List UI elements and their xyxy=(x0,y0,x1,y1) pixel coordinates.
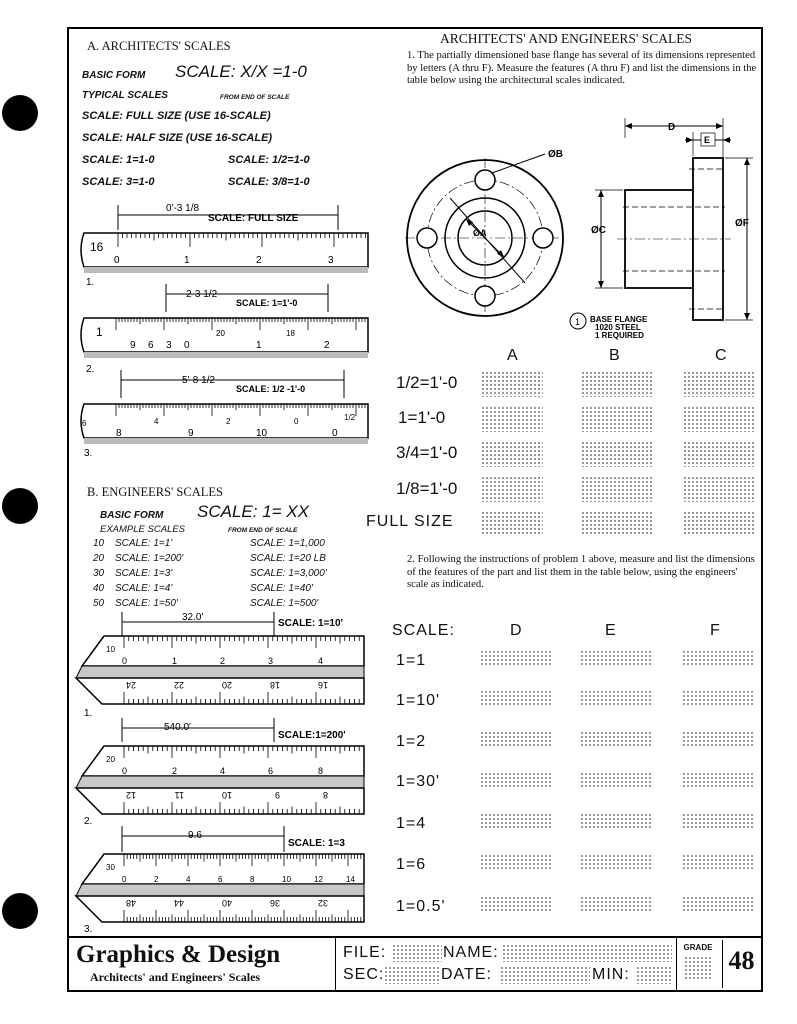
answer-field[interactable] xyxy=(480,854,552,870)
ruler-tick: 4 xyxy=(186,875,191,884)
scale-row-label: 1=10' xyxy=(396,692,441,709)
column-header-d: D xyxy=(510,622,522,639)
ruler-number: 2. xyxy=(86,364,95,372)
ruler-tick: 8 xyxy=(250,875,255,884)
ruler-scale-label: SCALE:1=200' xyxy=(278,730,346,741)
name-field[interactable] xyxy=(502,944,672,962)
ruler-tick: 6 xyxy=(148,340,154,351)
answer-field[interactable] xyxy=(683,371,755,397)
column-header-f: F xyxy=(710,622,720,639)
basic-form-label: BASIC FORM xyxy=(100,510,164,521)
ruler-tick: 2 xyxy=(256,255,262,266)
ruler-tick: 10 xyxy=(221,790,232,800)
ruler-scale-label: SCALE: 1=3 xyxy=(288,838,345,849)
column-header-c: C xyxy=(715,347,727,364)
ruler-tick: 2 xyxy=(172,766,178,776)
name-label: NAME: xyxy=(443,944,499,961)
ruler-end-label: 20 xyxy=(106,755,115,764)
answer-field[interactable] xyxy=(581,441,653,467)
example-scale: SCALE: 1=3' xyxy=(115,568,173,579)
answer-field[interactable] xyxy=(481,476,543,502)
scale-row-label: 1=1 xyxy=(396,652,427,669)
ruler-scale-label: SCALE: 1/2 -1'-0 xyxy=(236,384,306,394)
ruler-end-label: 10 xyxy=(106,645,115,654)
from-end-note: FROM END OF SCALE xyxy=(228,527,298,534)
ruler-tick: 14 xyxy=(346,875,355,884)
min-field[interactable] xyxy=(636,966,672,984)
sec-field[interactable] xyxy=(384,966,439,984)
answer-field[interactable] xyxy=(682,854,754,870)
column-header-b: B xyxy=(609,347,620,364)
answer-field[interactable] xyxy=(581,371,653,397)
example-scale: SCALE: 1=1' xyxy=(115,538,173,549)
ruler-tick: 16 xyxy=(317,680,328,690)
dimension-label-b: ØB xyxy=(548,149,563,160)
ruler-tick: 1 xyxy=(172,656,178,666)
dimension-label-f: ØF xyxy=(735,218,749,229)
ruler-tick: 18 xyxy=(286,329,295,338)
ruler-tick: 1/2 xyxy=(344,413,356,422)
example-number: 40 xyxy=(93,583,105,594)
ruler-end-label: 1 xyxy=(96,325,103,339)
ruler-tick: 44 xyxy=(173,898,184,908)
scale-row-label: 1/8=1'-0 xyxy=(396,479,458,498)
ruler-tick: 10 xyxy=(256,428,268,439)
ruler-tick: 10 xyxy=(282,875,291,884)
sec-label: SEC: xyxy=(343,966,385,983)
binder-hole xyxy=(2,95,38,131)
ruler-scale-label: SCALE: FULL SIZE xyxy=(208,213,299,224)
scale-row-label: 1=6 xyxy=(396,856,427,873)
ruler-tick: 0 xyxy=(122,656,128,666)
answer-field[interactable] xyxy=(682,772,754,788)
sheet-subtitle: Architects' and Engineers' Scales xyxy=(90,970,261,984)
example-scale: SCALE: 1=200' xyxy=(115,553,184,564)
basic-form-formula: SCALE: 1= XX xyxy=(197,502,309,521)
example-scale: SCALE: 1=500' xyxy=(250,598,319,609)
answer-field[interactable] xyxy=(682,731,754,747)
binder-hole xyxy=(2,893,38,929)
column-header-e: E xyxy=(605,622,616,639)
dimension-label-a: ØA xyxy=(473,228,487,238)
ruler-tick: 32 xyxy=(317,898,328,908)
answer-field[interactable] xyxy=(683,406,755,432)
ruler-tick: 12 xyxy=(314,875,323,884)
example-scales-label: EXAMPLE SCALES xyxy=(100,524,186,535)
scale-row-label: 1=4 xyxy=(396,815,427,832)
course-title: Graphics & Design xyxy=(76,941,281,968)
example-scale: SCALE: 1=3,000' xyxy=(250,568,327,579)
answer-field[interactable] xyxy=(682,813,754,829)
example-scale: SCALE: 1=40' xyxy=(250,583,313,594)
ruler-tick: 2 xyxy=(220,656,226,666)
engineer-ruler-3 xyxy=(72,822,377,937)
answer-field[interactable] xyxy=(683,511,755,535)
ruler-tick: 22 xyxy=(173,680,184,690)
answer-field[interactable] xyxy=(481,441,543,467)
ruler-end-label: 16 xyxy=(90,240,104,254)
scale-row-label: 3/4=1'-0 xyxy=(396,443,458,462)
ruler-scale-label: SCALE: 1=1'-0 xyxy=(236,298,298,308)
answer-field[interactable] xyxy=(580,690,652,706)
answer-field[interactable] xyxy=(580,896,652,912)
ruler-number: 2. xyxy=(84,816,93,827)
ruler-tick: 4 xyxy=(318,656,324,666)
part-note xyxy=(570,313,648,340)
ruler-tick: 40 xyxy=(221,898,232,908)
scale-line: SCALE: 1/2=1-0 xyxy=(228,154,310,166)
page-number-box xyxy=(722,940,760,988)
ruler-tick: 1 xyxy=(184,255,190,266)
ruler-tick: 8 xyxy=(318,766,324,776)
scale-row-label: 1/2=1'-0 xyxy=(396,373,458,392)
ruler-tick: 18 xyxy=(269,680,280,690)
ruler-tick: 3 xyxy=(268,656,274,666)
ruler-tick: 48 xyxy=(125,898,136,908)
page-title: ARCHITECTS' AND ENGINEERS' SCALES xyxy=(440,31,693,46)
dimension-label-e: E xyxy=(704,135,711,145)
flange-front-view xyxy=(405,149,565,318)
answer-field[interactable] xyxy=(580,772,652,788)
date-field[interactable] xyxy=(500,966,590,984)
example-scale: SCALE: 1=1,000 xyxy=(250,538,325,549)
note-line: 1 REQUIRED xyxy=(595,331,644,340)
answer-field[interactable] xyxy=(682,650,754,666)
ruler-tick: 0 xyxy=(184,340,190,351)
column-header-a: A xyxy=(507,347,518,364)
page-number: 48 xyxy=(728,946,755,975)
answer-field[interactable] xyxy=(480,772,552,788)
scale-column-header: SCALE: xyxy=(392,622,455,639)
basic-form-label: BASIC FORM xyxy=(82,70,146,81)
scale-line: SCALE: 3=1-0 xyxy=(82,176,155,188)
ruler-tick: 6 xyxy=(218,875,223,884)
answer-field[interactable] xyxy=(683,476,755,502)
note-number: 1 xyxy=(575,317,581,327)
scale-row-label: FULL SIZE xyxy=(366,513,454,530)
typical-scales-label: TYPICAL SCALES xyxy=(82,90,168,101)
note-line: 1020 STEEL xyxy=(595,323,641,332)
ruler-tick: 11 xyxy=(174,790,184,800)
scale-row-label: 1=0.5' xyxy=(396,898,446,915)
ruler-tick: 9 xyxy=(274,790,280,800)
example-scale: SCALE: 1=50' xyxy=(115,598,178,609)
problem-1-instructions: 1. The partially dimensioned base flange has several of its dimensions represented by letters (A thru F). Measure the features (A thru F) and list the dimensions in the table below using the architectural scales indicated. xyxy=(407,50,757,86)
answer-field[interactable] xyxy=(481,511,543,535)
flange-side-view xyxy=(591,118,753,320)
ruler-tick: 3 xyxy=(328,255,334,266)
problem-2-instructions: 2. Following the instructions of problem 1 above, measure and list the dimensions of the features of the part and list them in the table below, using the engineers' scale as indicated. xyxy=(407,554,755,590)
answer-field[interactable] xyxy=(683,441,755,467)
ruler-tick: 20 xyxy=(216,329,225,338)
section-a-title: A. ARCHITECTS' SCALES xyxy=(87,39,231,53)
answer-field[interactable] xyxy=(580,650,652,666)
example-number: 10 xyxy=(93,538,105,549)
answer-field[interactable] xyxy=(481,406,543,432)
answer-field[interactable] xyxy=(581,406,653,432)
dimension-label-c: ØC xyxy=(591,225,606,236)
ruler-tick: 9 xyxy=(188,428,194,439)
example-number: 20 xyxy=(93,553,105,564)
date-label: DATE: xyxy=(441,966,492,983)
answer-field[interactable] xyxy=(580,854,652,870)
scale-line: SCALE: HALF SIZE (USE 16-SCALE) xyxy=(82,132,273,144)
example-scale: SCALE: 1=20 LB xyxy=(250,553,326,564)
ruler-dimension: 0'-3 1/8 xyxy=(166,203,200,214)
title-block-divider xyxy=(335,936,336,992)
ruler-tick: 20 xyxy=(221,680,232,690)
example-number: 50 xyxy=(93,598,105,609)
base-flange-drawing xyxy=(385,108,760,348)
ruler-dimension: 32.0' xyxy=(182,612,204,623)
engineer-ruler-1 xyxy=(72,608,377,720)
ruler-number: 1. xyxy=(86,277,95,285)
ruler-tick: 12 xyxy=(125,790,136,800)
grade-label: GRADE xyxy=(683,943,713,952)
ruler-tick: 0 xyxy=(332,428,338,439)
ruler-tick: 0 xyxy=(122,875,127,884)
min-label: MIN: xyxy=(592,966,630,983)
ruler-tick: 0 xyxy=(294,417,299,426)
note-line: BASE FLANGE xyxy=(590,315,648,324)
example-number: 30 xyxy=(93,568,105,579)
ruler-tick: 2 xyxy=(226,417,231,426)
scale-row-label: 1=2 xyxy=(396,733,427,750)
ruler-tick: 36 xyxy=(269,898,280,908)
ruler-tick: 9 xyxy=(130,340,136,351)
file-field[interactable] xyxy=(392,944,442,962)
ruler-end-label: 6 xyxy=(82,419,87,428)
answer-field[interactable] xyxy=(480,731,552,747)
ruler-tick: 8 xyxy=(116,428,122,439)
architect-ruler-3 xyxy=(76,368,376,458)
ruler-tick: 0 xyxy=(122,766,128,776)
ruler-tick: 2 xyxy=(324,340,330,351)
ruler-number: 3. xyxy=(84,924,93,935)
answer-field[interactable] xyxy=(580,731,652,747)
engineer-examples xyxy=(93,538,383,613)
architect-ruler-2 xyxy=(76,282,376,372)
ruler-dimension: 2-3 1/2 xyxy=(186,289,218,300)
answer-field[interactable] xyxy=(480,896,552,912)
ruler-tick: 6 xyxy=(268,766,274,776)
answer-field[interactable] xyxy=(682,896,754,912)
binder-hole xyxy=(2,488,38,524)
ruler-scale-label: SCALE: 1=10' xyxy=(278,618,343,629)
ruler-dimension: 9.6 xyxy=(188,830,202,841)
architect-ruler-1 xyxy=(76,195,376,285)
from-end-note: FROM END OF SCALE xyxy=(220,94,290,101)
ruler-dimension: 540.0' xyxy=(164,722,191,733)
engineer-ruler-2 xyxy=(72,712,377,827)
ruler-tick: 0 xyxy=(114,255,120,266)
grade-box xyxy=(676,940,720,988)
answer-field[interactable] xyxy=(480,650,552,666)
ruler-end-label: 30 xyxy=(106,863,115,872)
scale-row-label: 1=30' xyxy=(396,773,441,790)
ruler-tick: 1 xyxy=(256,340,262,351)
ruler-number: 3. xyxy=(84,448,93,458)
answer-field[interactable] xyxy=(581,511,653,535)
ruler-tick: 8 xyxy=(322,790,328,800)
file-label: FILE: xyxy=(343,944,387,961)
ruler-tick: 3 xyxy=(166,340,172,351)
ruler-tick: 2 xyxy=(154,875,159,884)
grade-field[interactable] xyxy=(684,956,712,980)
answer-field[interactable] xyxy=(581,476,653,502)
ruler-number: 1. xyxy=(84,708,93,719)
basic-form-formula: SCALE: X/X =1-0 xyxy=(175,62,307,81)
answer-field[interactable] xyxy=(481,371,543,397)
ruler-tick: 4 xyxy=(154,417,159,426)
answer-field[interactable] xyxy=(480,813,552,829)
ruler-tick: 4 xyxy=(220,766,226,776)
answer-field[interactable] xyxy=(682,690,754,706)
scale-row-label: 1=1'-0 xyxy=(398,408,446,427)
scale-line: SCALE: FULL SIZE (USE 16-SCALE) xyxy=(82,110,271,122)
section-b-title: B. ENGINEERS' SCALES xyxy=(87,485,223,499)
dimension-label-d: D xyxy=(668,122,676,133)
scale-line: SCALE: 3/8=1-0 xyxy=(228,176,310,188)
example-scale: SCALE: 1=4' xyxy=(115,583,173,594)
answer-field[interactable] xyxy=(480,690,552,706)
scale-line: SCALE: 1=1-0 xyxy=(82,154,155,166)
answer-field[interactable] xyxy=(580,813,652,829)
ruler-tick: 24 xyxy=(125,680,136,690)
ruler-dimension: 5'-8 1/2 xyxy=(182,375,216,386)
